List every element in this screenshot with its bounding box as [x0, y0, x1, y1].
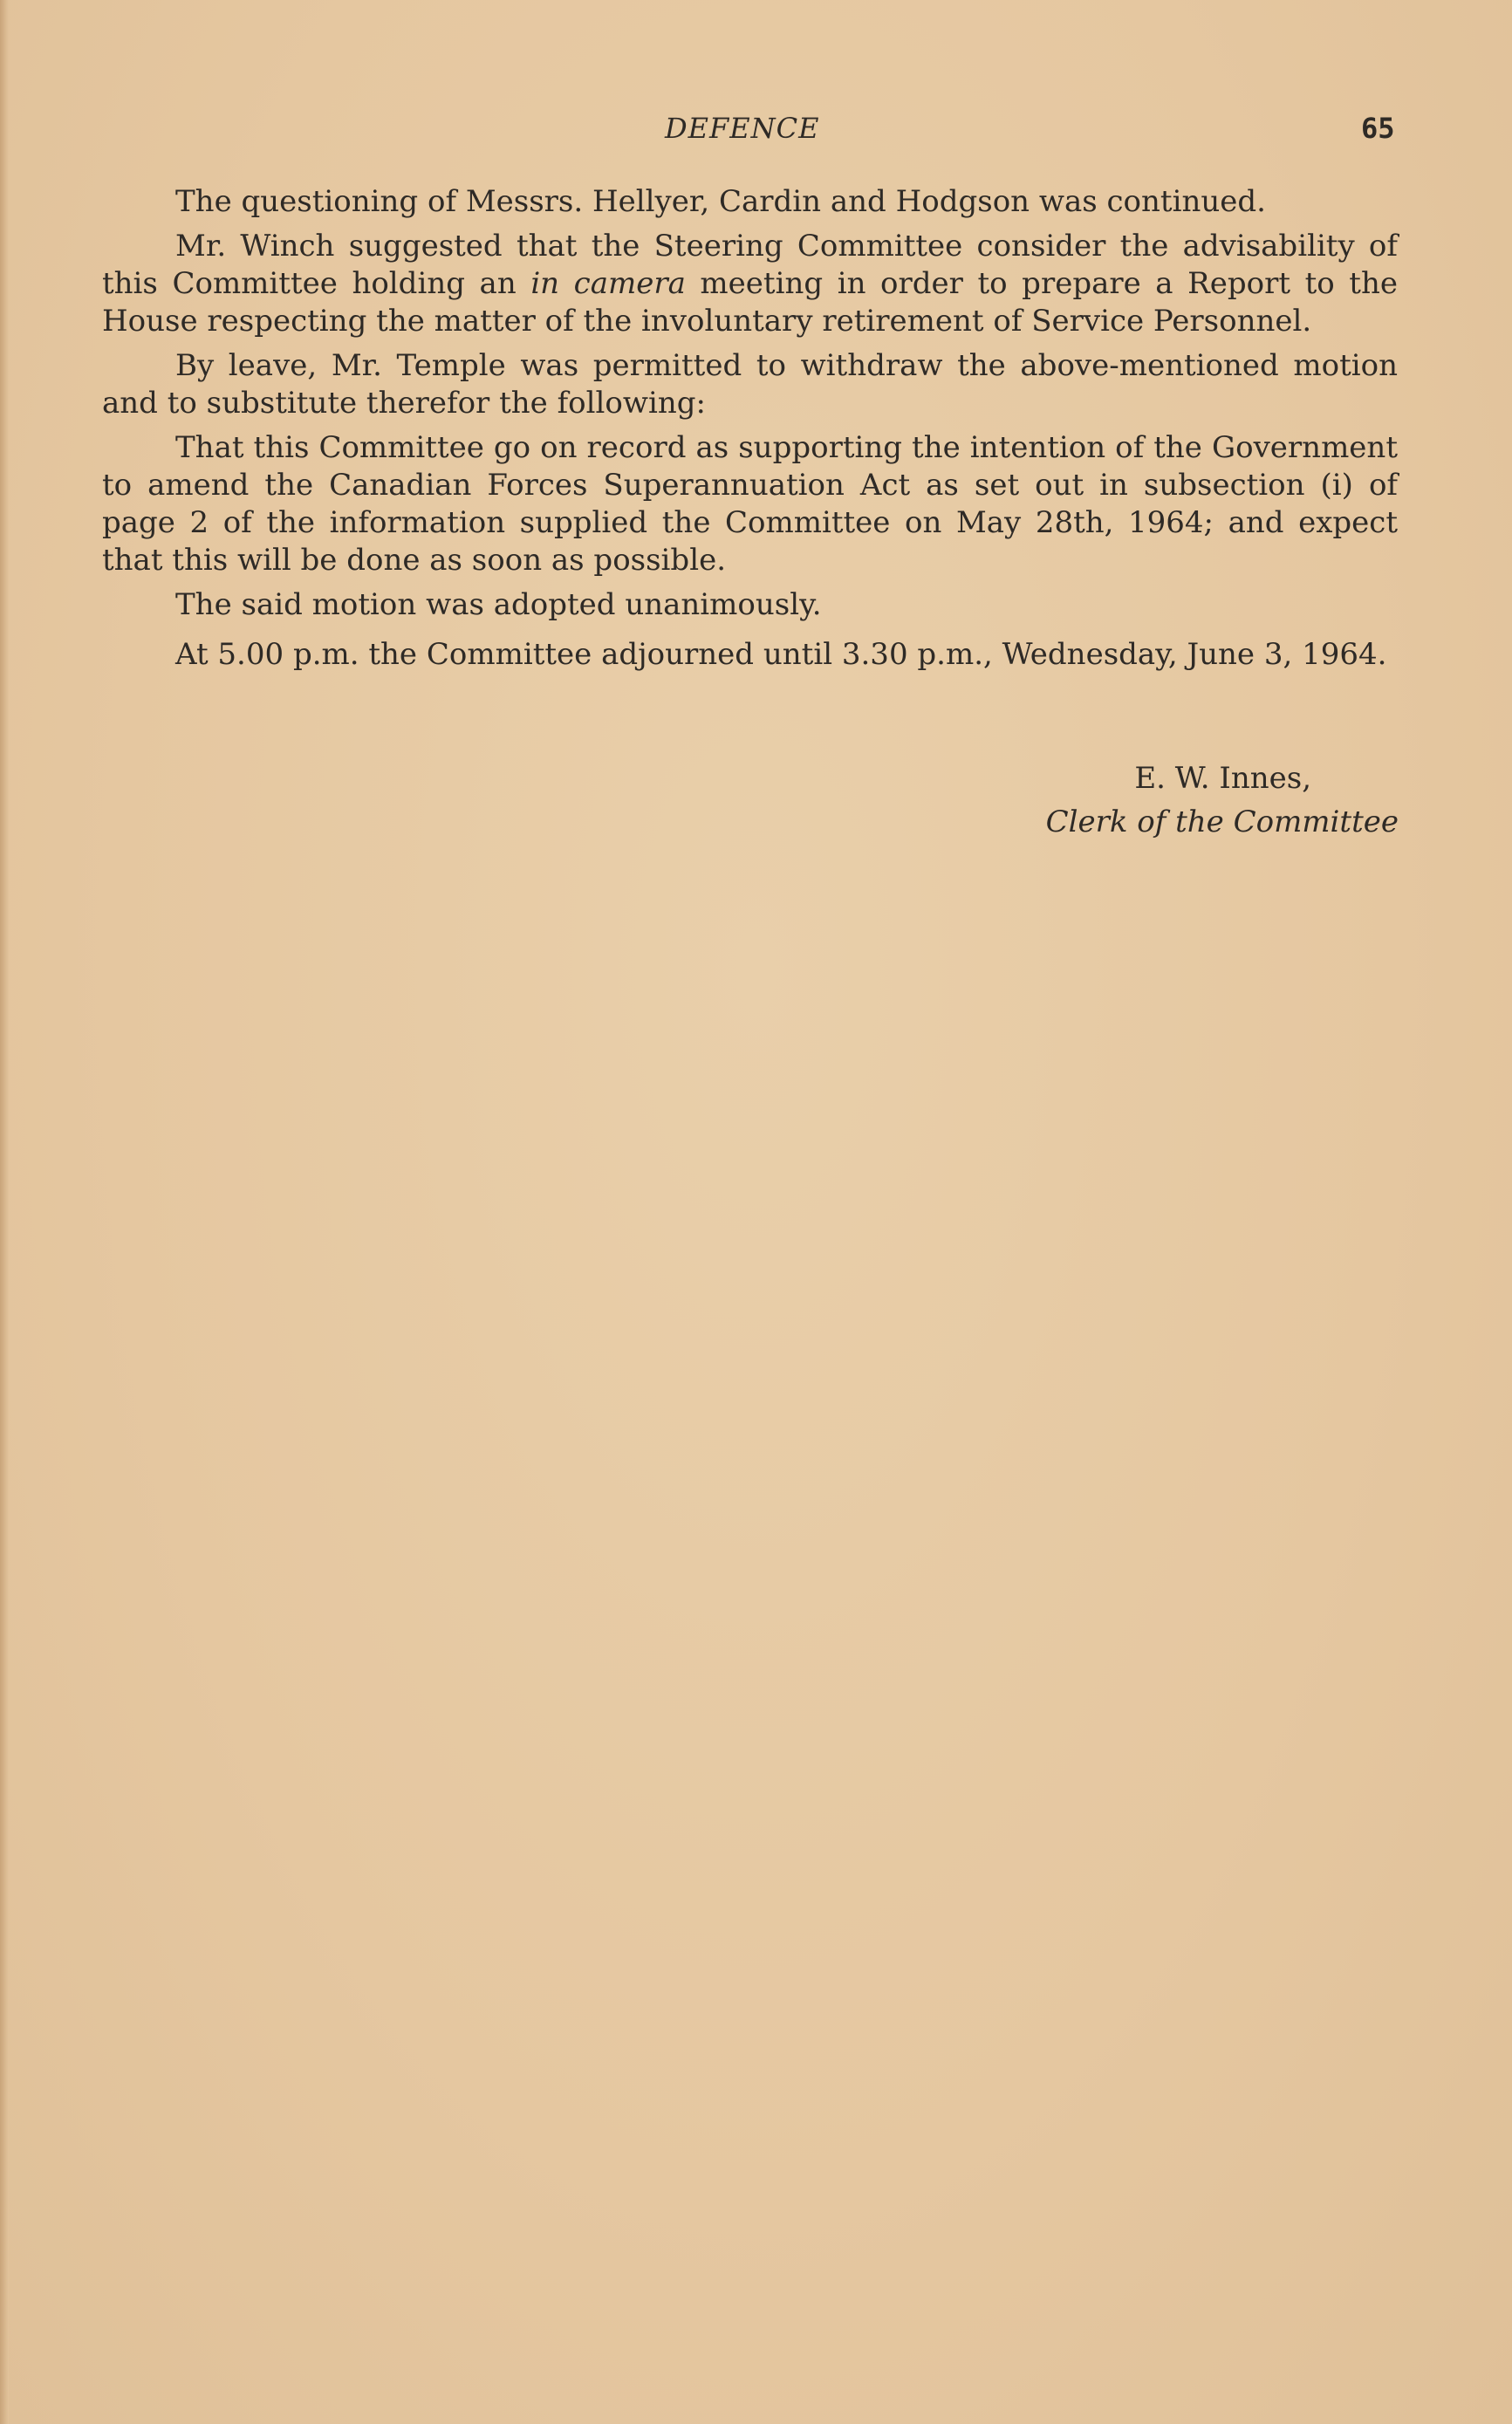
- paragraph-motion-text: That this Committee go on record as supporting the intention of the Government to amend the Canadian Forces Superannuation Act as set out in subsection (i) of page 2 of the information supplied the Committee on May 28th, 1964; and expect that this will be done as soon as possible.: [102, 430, 1398, 578]
- page-number: 65: [1361, 112, 1395, 145]
- paragraph-motion-adopted: The said motion was adopted unanimously.: [175, 587, 822, 622]
- running-title: DEFENCE: [665, 112, 820, 145]
- signature-block: [1046, 757, 1399, 843]
- paragraph-text-part: meeting in order to prepare a Report to the House respecting the matter of the involuntary retirement of Service Personnel.: [102, 266, 1398, 339]
- clerk-title: Clerk of the Committee: [1045, 805, 1399, 839]
- running-header: [0, 112, 1512, 155]
- clerk-name: E. W. Innes,: [1134, 761, 1311, 796]
- page-binding-edge: [0, 0, 9, 2424]
- paragraph-winch-suggestion: [102, 228, 1398, 340]
- minutes-body: [102, 183, 1398, 681]
- paragraph-text-part: Mr. Winch suggested that the Steering Committee consider the advisability of this Committee holding an: [102, 229, 1398, 301]
- paragraph-adjournment: At 5.00 p.m. the Committee adjourned until 3.30 p.m., Wednesday, June 3, 1964.: [175, 637, 1387, 672]
- paragraph-questioning: The questioning of Messrs. Hellyer, Cardin and Hodgson was continued.: [175, 184, 1266, 219]
- paragraph-temple-leave: By leave, Mr. Temple was permitted to withdraw the above-mentioned motion and to substitute therefor the following:: [102, 348, 1398, 421]
- italic-phrase: in camera: [530, 266, 686, 301]
